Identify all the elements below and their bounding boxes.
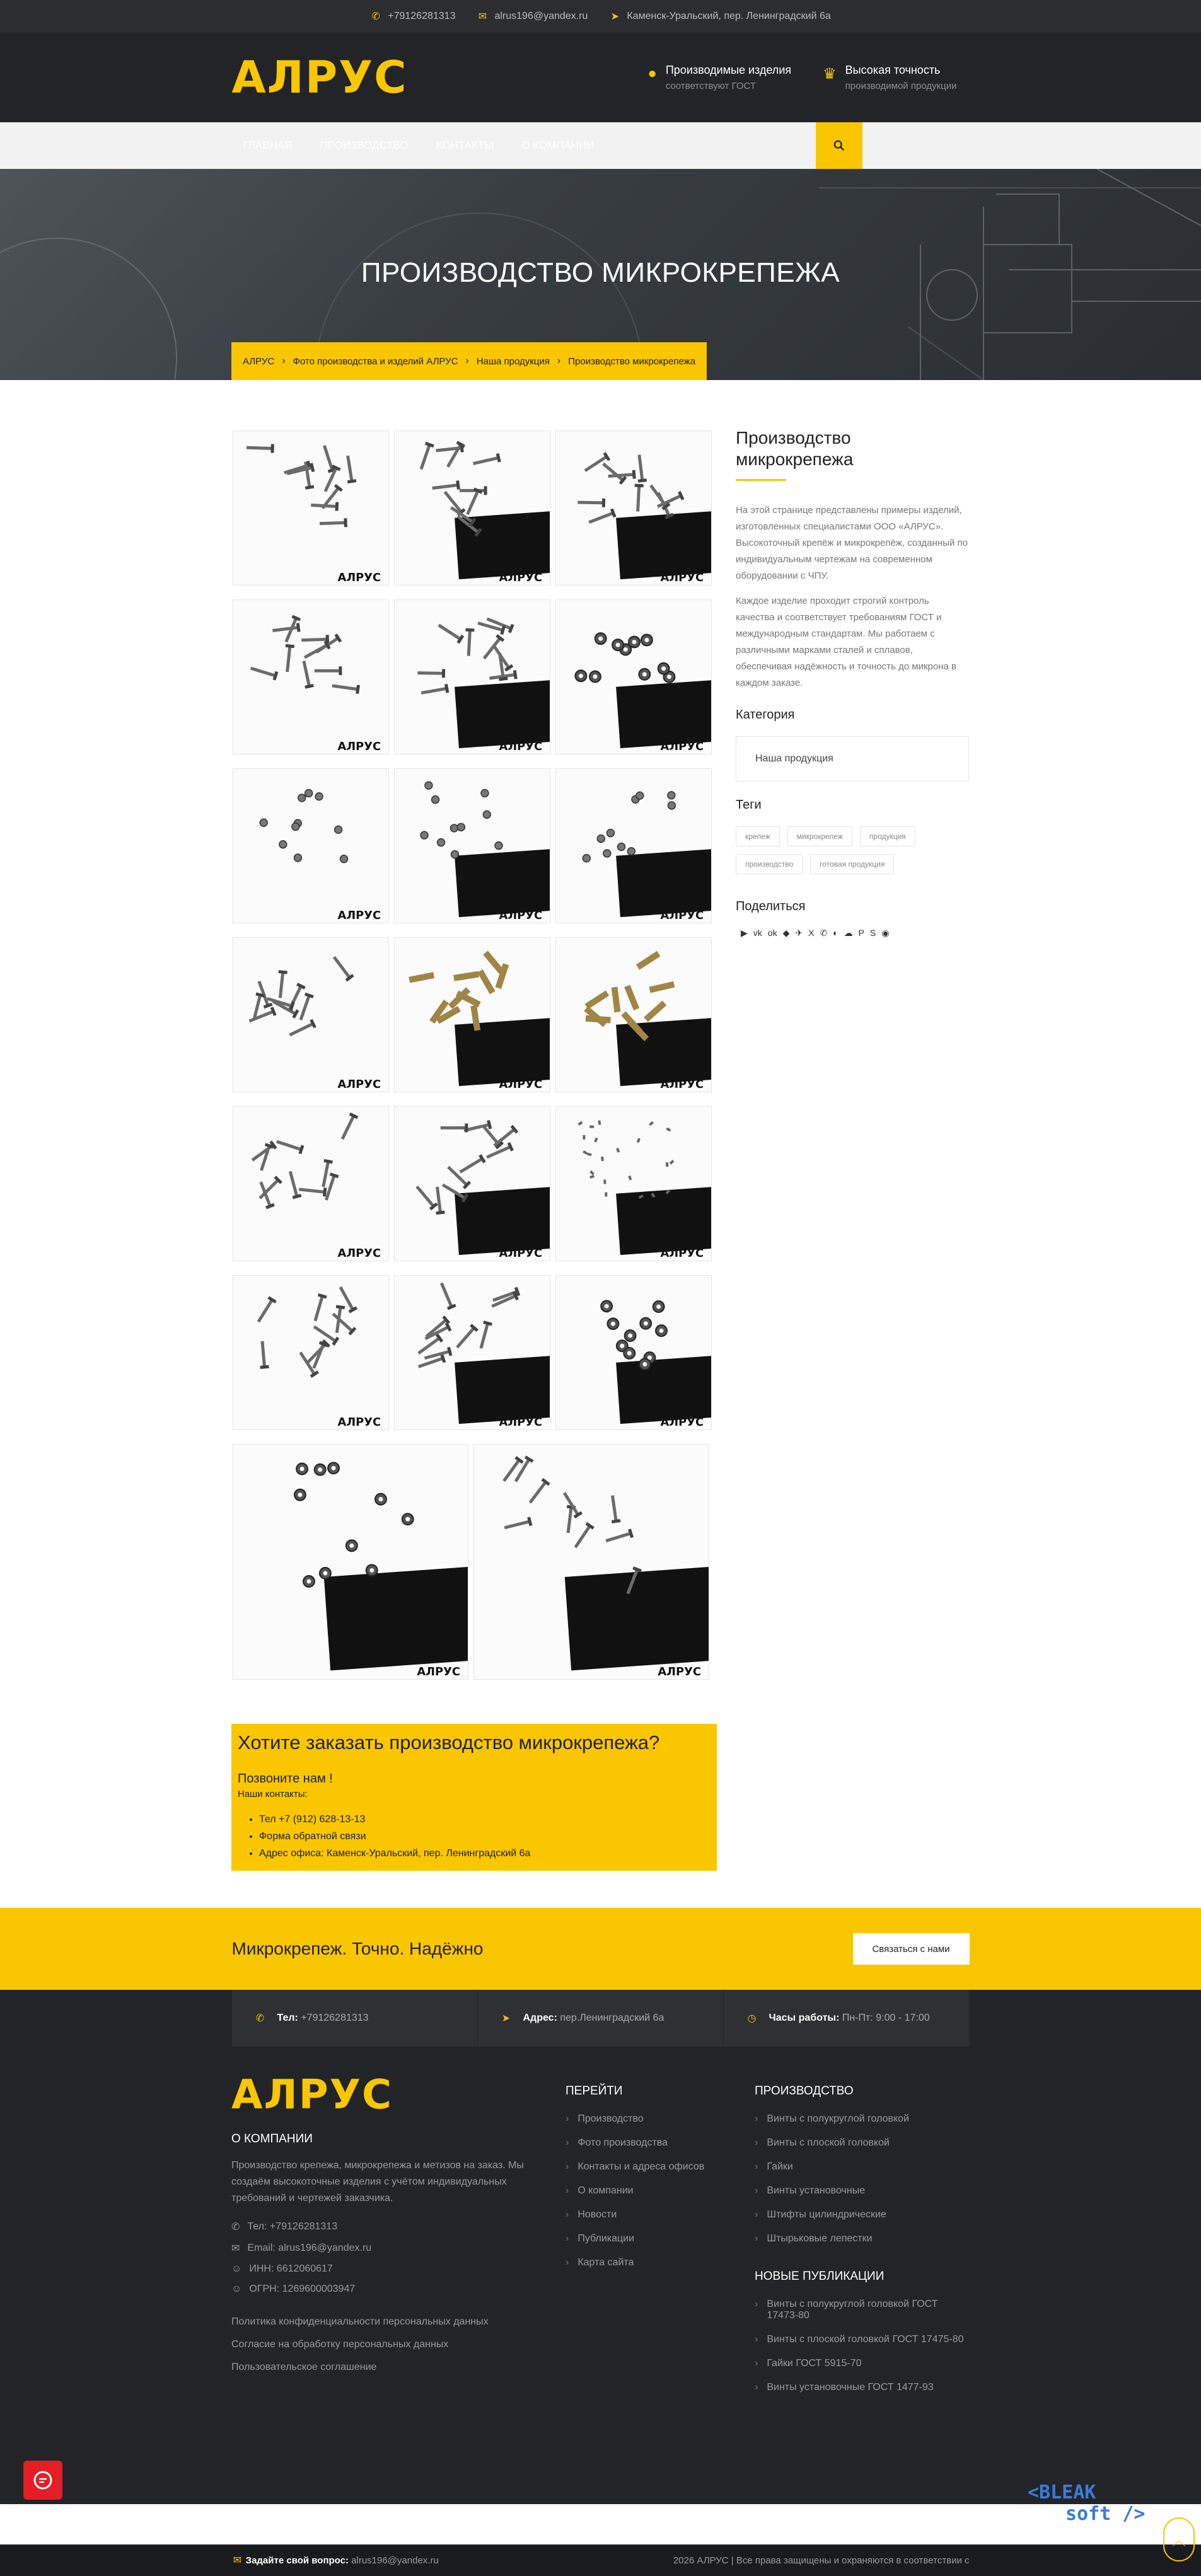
gallery-photo[interactable] — [394, 768, 550, 923]
nav-item-production[interactable]: ПРОИЗВОДСТВО — [320, 139, 409, 151]
breadcrumb — [231, 342, 707, 380]
svg-text:АЛРУС: АЛРУС — [337, 1247, 381, 1261]
footer-go-column: ПЕРЕЙТИ › Производство › Фото производства › Контакты и адреса офисов › О компании › Новости › Публикации › Карта сайта — [566, 2084, 729, 2281]
gallery-photo[interactable] — [473, 1444, 709, 1680]
footer-link[interactable]: › Новости — [566, 2209, 617, 2220]
footer-address: ➤ Адрес: пер.Ленинградский 6а — [478, 1990, 723, 2047]
main-nav — [0, 122, 1201, 169]
chat-widget-button[interactable] — [23, 2461, 62, 2500]
tag[interactable]: продукция — [860, 826, 915, 846]
svg-text:АЛРУС: АЛРУС — [337, 571, 381, 585]
order-box — [231, 1724, 717, 1871]
gallery-photo[interactable] — [555, 937, 712, 1092]
share-icon[interactable]: ✆ — [820, 928, 828, 938]
footer-link[interactable]: › Гайки — [755, 2161, 793, 2172]
site-logo[interactable]: АЛРУС — [231, 52, 408, 103]
cta-band — [0, 1908, 1201, 1990]
footer-link[interactable]: › Фото производства — [566, 2137, 668, 2148]
share-icon[interactable]: X — [808, 928, 815, 938]
chat-icon — [32, 2469, 54, 2491]
gallery-photo[interactable] — [555, 599, 712, 754]
svg-text:АЛРУС: АЛРУС — [660, 1078, 704, 1092]
share-buttons — [736, 928, 969, 939]
footer-news-link[interactable]: › Винты с плоской головкой ГОСТ 17475-80 — [755, 2334, 964, 2345]
share-icon[interactable]: P — [858, 928, 864, 938]
svg-text:АЛРУС: АЛРУС — [337, 1416, 381, 1430]
share-icon[interactable]: ◉ — [881, 928, 890, 938]
share-icon[interactable]: ◐ — [833, 928, 838, 938]
share-icon[interactable]: S — [869, 928, 876, 938]
svg-text:АЛРУС: АЛРУС — [337, 740, 381, 754]
gallery-photo[interactable] — [394, 1106, 550, 1261]
user-icon: ● — [647, 65, 657, 82]
footer-hours: ◷ Часы работы: Пн-Пт: 9:00 - 17:00 — [724, 1990, 969, 2047]
footer-link[interactable]: › Штифты цилиндрические — [755, 2209, 886, 2220]
title-underline — [736, 479, 786, 481]
svg-text:АЛРУС: АЛРУС — [499, 1247, 543, 1261]
location-arrow-icon: ➤ — [610, 11, 620, 22]
footer-about: АЛРУС О КОМПАНИИ Производство крепежа, микрокрепежа и метизов на заказ. Мы создаём высокоточные изделия с учётом индивидуальных требований и чертежей заказчика. ✆ Тел: +79126281313 ✉ Email: alrus196@yandex.ru ☺ ИНН: 6612060617 ☺ ОГРН: 1269600003947 Политика конфиденциальности персональных данных Согласие на обработку персональных данных Пользовательское соглашение — [231, 2072, 534, 2384]
page-hero — [0, 169, 1201, 380]
gallery-photo[interactable] — [394, 937, 550, 1092]
tag[interactable]: микрокрепеж — [787, 826, 852, 846]
nav-item-about[interactable]: О КОМПАНИИ — [521, 139, 595, 151]
sidebar-text-2: Каждое изделие проходит строгий контроль качества и соответствует требованиям ГОСТ и международным стандартам. Мы работаем с различными марками сталей и сплавов, обеспечивая надёжность и точность до микрона в каждом заказе. — [736, 596, 956, 688]
svg-text:АЛРУС: АЛРУС — [660, 909, 704, 923]
order-feedback-form[interactable]: • Форма обратной связи — [259, 1828, 711, 1845]
phone-icon: ✆ — [371, 11, 380, 22]
copyright: 2026 АЛРУС | Все права защищены и охраняются в соответствии с — [673, 2555, 970, 2566]
share-icon[interactable]: ▶ — [741, 928, 748, 938]
top-phone[interactable]: ✆ +79126281313 — [370, 10, 455, 23]
tags-heading: Теги — [736, 798, 762, 812]
share-icon[interactable]: ✈ — [795, 928, 803, 938]
ask-question[interactable]: ✉ Задайте свой вопрос: alrus196@yandex.ru — [232, 2554, 439, 2567]
sidebar-text-1: На этой странице представлены примеры изделий, изготовленных специалистами ООО «АЛРУС». Высокоточный крепёж и микрокрепёж, созданный по индивидуальным чертежам на современном оборудовании с ЧПУ. — [736, 505, 968, 581]
nav-item-home[interactable]: ГЛАВНАЯ — [243, 139, 293, 151]
site-footer — [0, 2047, 1201, 2504]
top-address: ➤ Каменск-Уральский, пер. Ленинградский 6а — [609, 10, 830, 23]
svg-text:АЛРУС: АЛРУС — [417, 1665, 461, 1679]
trophy-icon: ♛ — [823, 66, 837, 83]
svg-text:АЛРУС: АЛРУС — [660, 740, 704, 754]
category-link[interactable]: Наша продукция — [736, 736, 969, 782]
gallery-photo[interactable] — [233, 430, 389, 586]
gallery-photo[interactable] — [394, 1275, 550, 1430]
user-icon: ☺ — [231, 2263, 242, 2274]
breadcrumb-photos[interactable]: Фото производства и изделий АЛРУС — [293, 355, 458, 367]
tag[interactable]: готовая продукция — [810, 854, 894, 874]
footer-tel[interactable]: ✆ Тел: +79126281313 — [231, 2221, 338, 2232]
main-content — [0, 380, 1201, 1908]
privacy-link[interactable]: Политика конфиденциальности персональных данных — [231, 2316, 489, 2327]
footer-link[interactable]: › Винты установочные — [755, 2185, 866, 2196]
gallery-photo[interactable] — [233, 599, 389, 754]
envelope-icon: ✉ — [231, 2243, 240, 2254]
gallery-photo[interactable] — [555, 430, 712, 586]
gallery-photo[interactable] — [394, 430, 550, 586]
gallery-photo[interactable] — [555, 768, 712, 923]
svg-text:АЛРУС: АЛРУС — [499, 1416, 543, 1430]
breadcrumb-current: Производство микрокрепежа — [568, 355, 696, 367]
footer-link[interactable]: › Штырьковые лепестки — [755, 2233, 873, 2244]
svg-text:АЛРУС: АЛРУС — [660, 1416, 704, 1430]
footer-news-link[interactable]: › Винты установочные ГОСТ 1477-93 — [755, 2382, 934, 2393]
sidebar — [736, 427, 969, 939]
share-heading: Поделиться — [736, 899, 806, 913]
bottom-bar — [0, 2544, 1201, 2576]
share-icon[interactable]: ok — [767, 928, 777, 938]
share-icon[interactable]: vk — [753, 928, 762, 938]
chevron-right-icon: › — [557, 355, 561, 366]
gallery-photo[interactable] — [233, 768, 389, 923]
gallery-photo[interactable] — [555, 1106, 712, 1261]
terms-link[interactable]: Пользовательское соглашение — [231, 2362, 377, 2372]
breadcrumb-products[interactable]: Наша продукция — [476, 355, 550, 367]
footer-email[interactable]: ✉ Email: alrus196@yandex.ru — [231, 2243, 372, 2254]
order-call: Позвоните нам ! — [238, 1772, 333, 1786]
order-phone[interactable]: • Тел +7 (912) 628-13-13 — [259, 1811, 711, 1828]
svg-text:АЛРУС: АЛРУС — [499, 571, 543, 585]
contact-us-button[interactable]: Связаться с нами — [853, 1933, 970, 1965]
footer-news-link[interactable]: › Винты с полукруглой головкой ГОСТ 17473-80 — [755, 2299, 938, 2321]
chevron-up-icon: ︿ — [1171, 2532, 1186, 2548]
chevron-right-icon: › — [282, 355, 286, 366]
footer-inn: ☺ ИНН: 6612060617 — [231, 2263, 333, 2274]
footer-link[interactable]: › Публикации — [566, 2233, 635, 2244]
search-icon — [833, 140, 845, 151]
gallery-photo[interactable] — [394, 599, 550, 754]
footer-link[interactable]: › Винты с полукруглой головкой — [755, 2113, 909, 2124]
footer-news-link[interactable]: › Гайки ГОСТ 5915-70 — [755, 2358, 862, 2369]
gallery-photo[interactable] — [233, 1444, 468, 1680]
location-arrow-icon: ➤ — [501, 2013, 511, 2024]
phone-icon: ✆ — [231, 2222, 240, 2232]
gallery-photo[interactable] — [233, 937, 389, 1092]
gallery-photo[interactable] — [233, 1106, 389, 1261]
svg-text:АЛРУС: АЛРУС — [660, 1247, 704, 1261]
footer-phone: ✆ Тел: +79126281313 — [232, 1990, 477, 2047]
category-heading: Категория — [736, 708, 795, 722]
footer-logo[interactable]: АЛРУС — [231, 2072, 393, 2118]
footer-link[interactable]: › Винты с плоской головкой — [755, 2137, 890, 2148]
order-title: Хотите заказать производство микрокрепежа? — [238, 1731, 660, 1753]
svg-text:АЛРУС: АЛРУС — [499, 740, 543, 754]
chevron-right-icon: › — [465, 355, 469, 366]
footer-link[interactable]: › Контакты и адреса офисов — [566, 2161, 705, 2172]
svg-text:АЛРУС: АЛРУС — [499, 1078, 543, 1092]
site-header — [0, 33, 1201, 122]
tag-list — [736, 826, 969, 874]
svg-text:АЛРУС: АЛРУС — [337, 909, 381, 923]
svg-text:АЛРУС: АЛРУС — [337, 1078, 381, 1092]
svg-text:АЛРУС: АЛРУС — [658, 1665, 702, 1679]
cta-text: Микрокрепеж. Точно. Надёжно — [231, 1939, 484, 1958]
share-icon[interactable]: ◆ — [782, 928, 790, 938]
top-email[interactable]: ✉ alrus196@yandex.ru — [477, 10, 588, 23]
feature-gost: ● Производимые изделия соответствуют ГОСТ — [647, 64, 792, 91]
user-icon: ☺ — [231, 2284, 242, 2294]
sidebar-title: Производство микрокрепежа — [736, 428, 854, 469]
footer-info-strip — [0, 1990, 1201, 2047]
envelope-icon: ✉ — [233, 2555, 242, 2566]
search-button[interactable] — [816, 122, 862, 169]
consent-link[interactable]: Согласие на обработку персональных данных — [231, 2339, 449, 2350]
svg-text:АЛРУС: АЛРУС — [660, 571, 704, 585]
order-contacts-label: Наши контакты: — [238, 1789, 308, 1799]
order-address: • Адрес офиса: Каменск-Уральский, пер. Ленинградский 6а — [259, 1845, 711, 1862]
share-icon[interactable]: ☁ — [844, 928, 853, 938]
page-title: ПРОИЗВОДСТВО МИКРОКРЕПЕЖА — [361, 257, 840, 288]
feature-precision: ♛ Высокая точность производимой продукции — [823, 64, 957, 91]
footer-link[interactable]: › Производство — [566, 2113, 644, 2124]
breadcrumb-home[interactable]: АЛРУС — [243, 355, 275, 367]
footer-production-column: ПРОИЗВОДСТВО › Винты с полукруглой головкой › Винты с плоской головкой › Гайки › Винты установочные › Штифты цилиндрические › Штырьковые лепестки НОВЫЕ ПУБЛИКАЦИИ › Винты с полукруглой головкой ГОСТ 17473-80 › Винты с плоской головкой ГОСТ 17475-80 › Гайки ГОСТ 5915-70 › Винты установочные ГОСТ 1477-93 — [755, 2084, 969, 2406]
envelope-icon: ✉ — [478, 11, 487, 22]
clock-icon: ◷ — [747, 2013, 757, 2024]
nav-item-contacts[interactable]: КОНТАКТЫ — [436, 139, 494, 151]
developer-badge[interactable]: <BLEAK soft /> — [1028, 2481, 1146, 2525]
footer-link[interactable]: › Карта сайта — [566, 2257, 634, 2268]
phone-icon: ✆ — [255, 2013, 265, 2024]
top-bar — [0, 0, 1201, 33]
gallery-photo[interactable] — [233, 1275, 389, 1430]
svg-text:АЛРУС: АЛРУС — [499, 909, 543, 923]
scroll-to-top-button[interactable] — [1163, 2517, 1195, 2562]
tag[interactable]: производство — [736, 854, 803, 874]
tag[interactable]: крепеж — [736, 826, 780, 846]
footer-link[interactable]: › О компании — [566, 2185, 634, 2196]
gallery-photo[interactable] — [555, 1275, 712, 1430]
footer-ogrn: ☺ ОГРН: 1269600003947 — [231, 2284, 356, 2294]
